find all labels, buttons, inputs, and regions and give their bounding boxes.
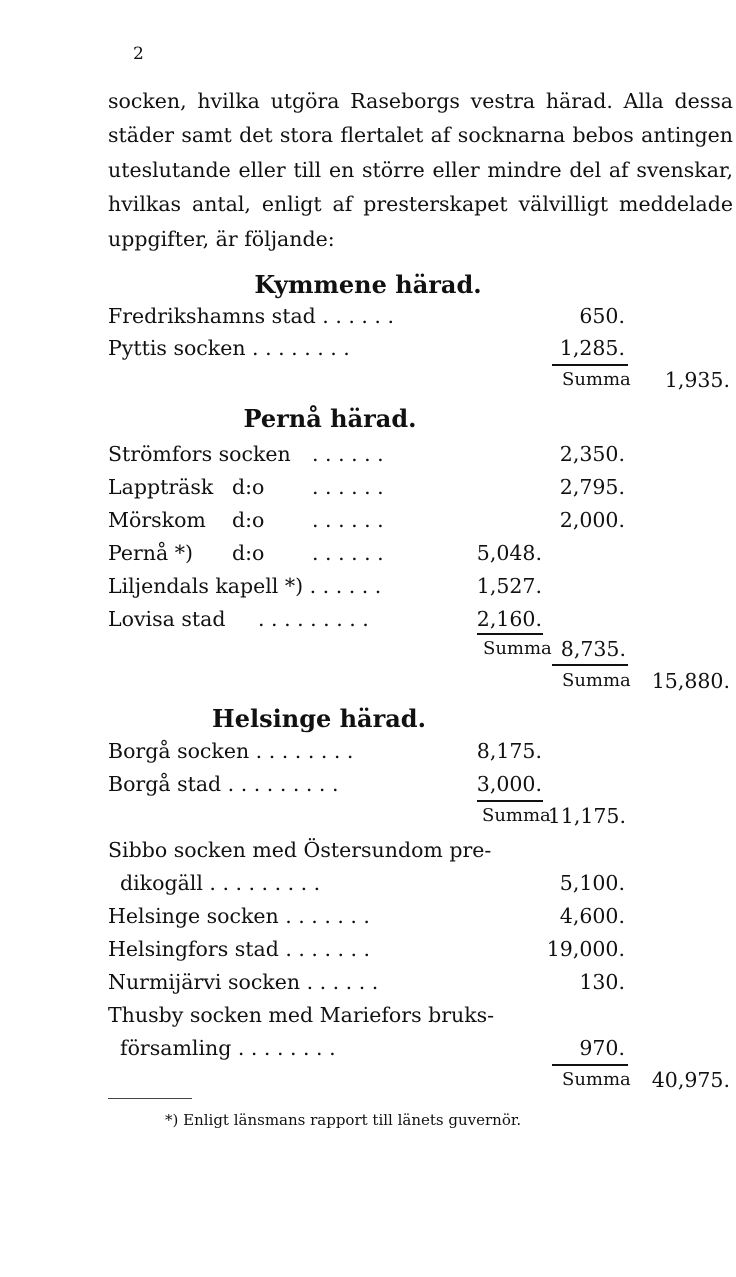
ditto-mark: d:o (232, 508, 265, 532)
summa-label: Summa (483, 638, 552, 659)
kymmene-row-value: 650. (579, 304, 625, 328)
sibbo-line-1: Sibbo socken med Östersundom pre- (108, 838, 492, 862)
helsinge-row-label: Borgå socken . . . . . . . . (108, 739, 354, 763)
thusby-line-2: församling . . . . . . . . (120, 1036, 336, 1060)
perna-row-label: Mörskom (108, 508, 206, 532)
summa-label: Summa (562, 369, 631, 390)
helsinge-row-value: 4,600. (559, 904, 625, 928)
sum-rule (552, 664, 628, 666)
kymmene-row-label: Fredrikshamns stad . . . . . . (108, 304, 394, 328)
helsinge-row-label: Nurmijärvi socken . . . . . . (108, 970, 379, 994)
perna-row-label: Lappträsk (108, 475, 214, 499)
perna-row-label: Strömfors socken (108, 442, 291, 466)
leader-dots: . . . . . . (312, 442, 384, 466)
sibbo-line-2: dikogäll . . . . . . . . . (120, 871, 321, 895)
perna-row-value: 2,795. (559, 475, 625, 499)
summa-label: Summa (562, 670, 631, 691)
ditto-mark: d:o (232, 541, 265, 565)
perna-inner-summa-value: 8,735. (560, 637, 626, 661)
kymmene-heading: Kymmene härad. (254, 270, 482, 299)
helsinge-row-value: 8,175. (476, 739, 542, 763)
helsinge-row-label: Helsinge socken . . . . . . . (108, 904, 370, 928)
perna-row-value: 2,000. (559, 508, 625, 532)
kymmene-summa-value: 1,935. (664, 368, 730, 392)
helsinge-row-label: Borgå stad . . . . . . . . . (108, 772, 339, 796)
helsinge-group-summa-value: 11,175. (547, 804, 626, 828)
perna-row-value: 2,160. (476, 607, 542, 631)
summa-label: Summa (482, 805, 551, 826)
kymmene-row-label: Pyttis socken . . . . . . . . (108, 336, 350, 360)
perna-row-label: Pernå *) (108, 541, 193, 565)
perna-heading: Pernå härad. (243, 404, 417, 433)
helsinge-row-value: 130. (579, 970, 625, 994)
leader-dots: . . . . . . . . . (258, 607, 369, 631)
helsinge-row-value: 3,000. (476, 772, 542, 796)
leader-dots: . . . . . . (312, 541, 384, 565)
intro-paragraph: socken, hvilka utgöra Raseborgs vestra härad. Alla dessa städer samt det stora flertalet af socknarna bebos antingen uteslutande eller till en större eller mindre del af svenskar, hvilkas antal, enligt af presterskapet välvilligt meddelade uppgifter, är följande: (108, 89, 733, 251)
perna-row-value: 1,527. (476, 574, 542, 598)
perna-row-value: 2,350. (559, 442, 625, 466)
helsinge-row-value: 19,000. (546, 937, 625, 961)
leader-dots: . . . . . . (312, 475, 384, 499)
perna-row-value: 5,048. (476, 541, 542, 565)
ditto-mark: d:o (232, 475, 265, 499)
helsinge-row-label: Helsingfors stad . . . . . . . (108, 937, 371, 961)
thusby-line-1: Thusby socken med Mariefors bruks- (108, 1003, 495, 1027)
page-number: 2 (133, 44, 145, 64)
kymmene-row-value: 1,285. (559, 336, 625, 360)
helsinge-summa-value: 40,975. (651, 1068, 730, 1092)
helsinge-heading: Helsinge härad. (212, 704, 426, 733)
perna-row-label: Liljendals kapell *) . . . . . . (108, 574, 382, 598)
helsinge-row-value: 5,100. (559, 871, 625, 895)
perna-row-label: Lovisa stad (108, 607, 226, 631)
helsinge-row-value: 970. (579, 1036, 625, 1060)
summa-label: Summa (562, 1069, 631, 1090)
footnote: *) Enligt länsmans rapport till länets guvernör. (165, 1111, 522, 1129)
leader-dots: . . . . . . (312, 508, 384, 532)
footnote-rule (108, 1098, 192, 1099)
perna-summa-value: 15,880. (651, 669, 730, 693)
